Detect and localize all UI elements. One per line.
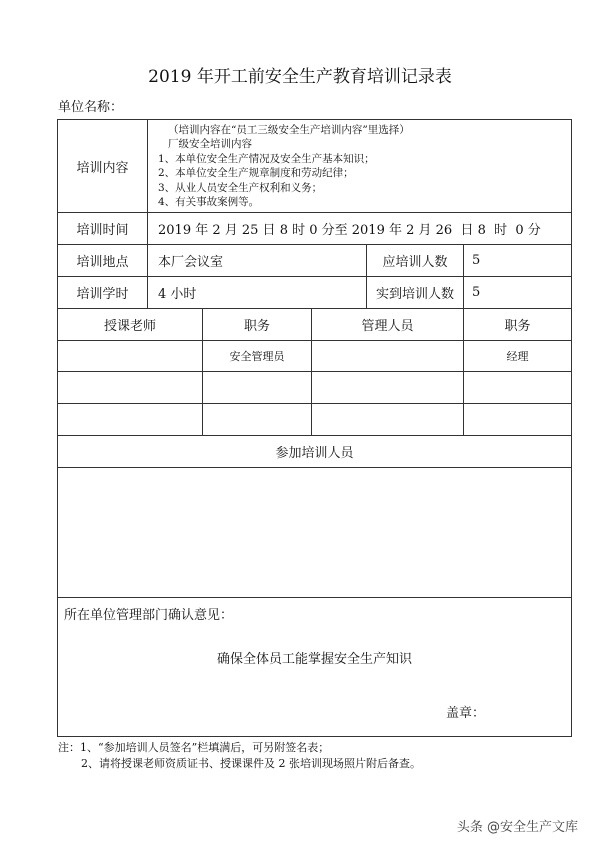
page-title: 2019 年开工前安全生产教育培训记录表 [148,67,452,87]
content-line: 3、从业人员安全生产权利和义务； [158,181,323,194]
manager-position-cell [464,372,571,403]
manager-cell [312,372,463,403]
teacher-position-header: 职务 [243,319,270,334]
table-border-bottom [57,736,572,737]
participants-label: 参加培训人员 [275,446,354,461]
content-line: 4、有关事故案例等。 [158,196,260,209]
expected-count-value: 5 [472,253,481,268]
manager-header: 管理人员 [361,319,414,334]
teacher-position-cell [203,372,311,403]
actual-count-value: 5 [472,285,481,300]
teacher-position-cell: 安全管理员 [229,350,285,363]
manager-position-cell: 经理 [506,350,529,363]
table-line [147,119,148,308]
teacher-header: 授课老师 [103,319,156,334]
location-value: 本厂会议室 [158,255,224,270]
table-border-right [571,119,572,737]
confirm-label: 所在单位管理部门确认意见： [64,608,234,623]
participants-signature-area [58,468,571,597]
manager-cell [312,404,463,435]
content-line: 1、本单位安全生产情况及安全生产基本知识； [158,152,375,165]
actual-count-label: 实到培训人数 [375,287,454,302]
content-line: 2、本单位安全生产规章制度和劳动纪律； [158,167,354,180]
location-label: 培训地点 [76,255,129,270]
watermark: 头条 @安全生产文库 [456,820,578,835]
unit-name-label: 单位名称： [58,100,124,115]
hours-label: 培训学时 [76,287,129,302]
content-label: 培训内容 [76,160,129,176]
teacher-position-cell [203,404,311,435]
content-line: 厂级安全培训内容 [168,138,252,151]
stamp-label: 盖章： [446,706,486,721]
time-value: 2019 年 2 月 25 日 8 时 0 分至 2019 年 2 月 26 日 8 时 0 分 [158,223,541,238]
table-line [463,244,464,308]
teacher-cell [58,341,202,371]
time-label: 培训时间 [76,223,129,238]
table-line [57,597,572,598]
note-line: 2、请将授课老师资质证书、授课课件及 2 张培训现场照片附后备查。 [81,757,421,770]
expected-count-label: 应培训人数 [382,255,448,270]
teacher-cell [58,404,202,435]
confirm-text: 确保全体员工能掌握安全生产知识 [216,652,412,667]
manager-position-header: 职务 [504,319,531,334]
hours-value: 4 小时 [158,287,197,302]
teacher-cell [58,372,202,403]
note-line: 注：1、“参加培训人员签名”栏填满后，可另附签名表； [58,741,330,754]
manager-cell [312,341,463,371]
manager-position-cell [464,404,571,435]
content-line: （培训内容在“员工三级安全生产培训内容”里选择） [168,124,410,136]
content-lines [158,123,410,209]
